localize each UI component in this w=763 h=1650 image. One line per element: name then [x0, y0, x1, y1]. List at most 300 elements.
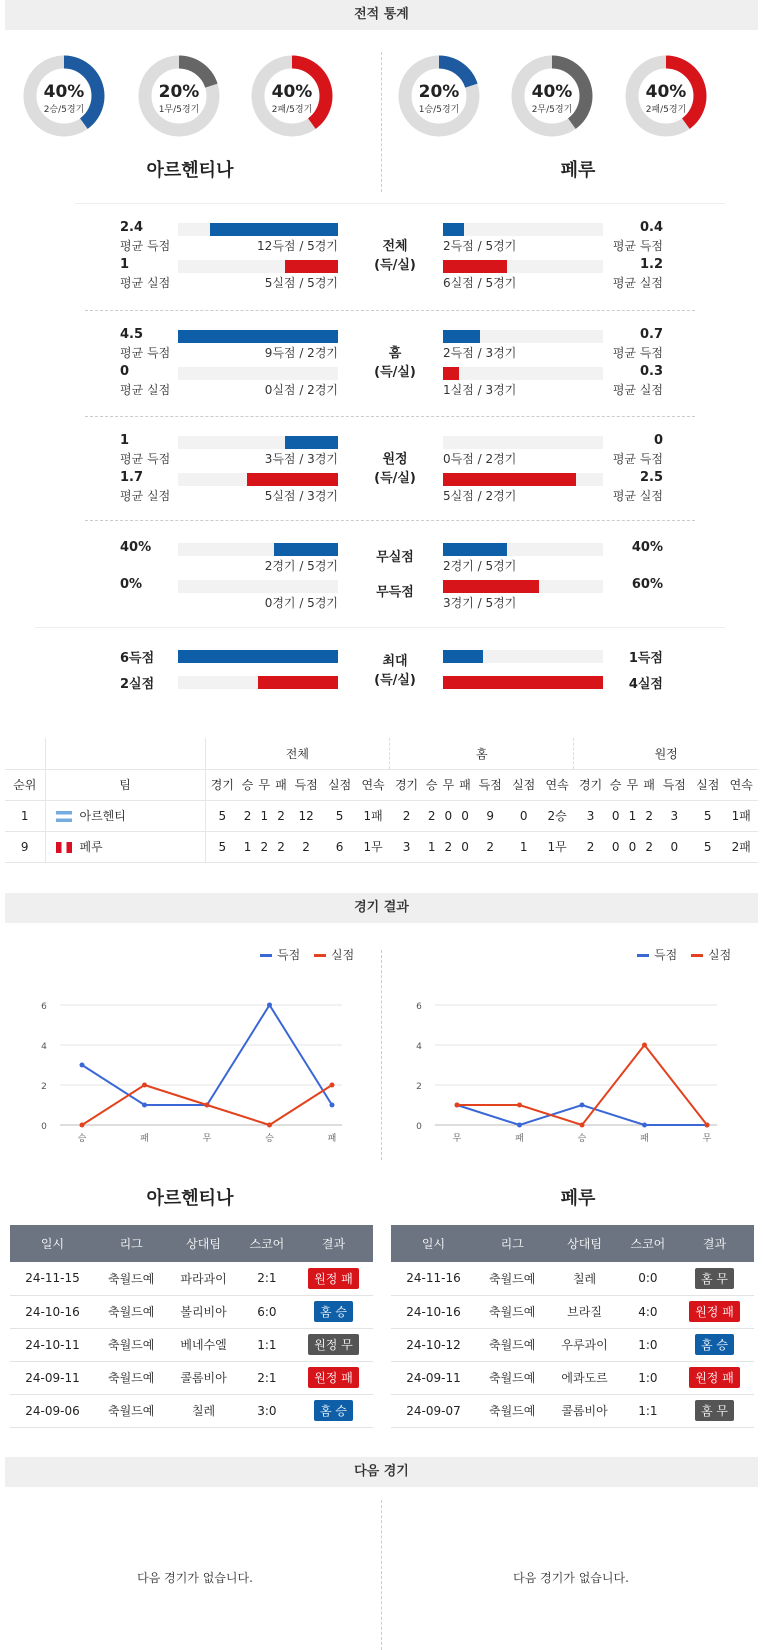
rank-cell: 1: [5, 800, 45, 831]
rank-cell: 2: [641, 831, 658, 862]
results-col-header: 상대팀: [548, 1225, 620, 1262]
donut-percent: 40%: [531, 82, 573, 102]
ratio-donut: [22, 54, 106, 138]
rank-team-cell: [45, 800, 205, 831]
stat-category: [355, 450, 435, 488]
result-cell: 3:0: [240, 1394, 294, 1427]
stat-count: 0득점 / 2경기: [443, 452, 517, 466]
stat-bar: [443, 367, 459, 380]
stat-bar: [274, 543, 338, 556]
result-badge: 홈 승: [314, 1400, 353, 1421]
results-head-row: [391, 1225, 754, 1262]
series-line-scored: [82, 1005, 332, 1105]
ratio-donut: [250, 54, 334, 138]
stat-bar: [285, 436, 338, 449]
x-tick-label: 패: [140, 1134, 149, 1144]
rank-cell: 5: [205, 800, 239, 831]
rank-col-header: 연속: [540, 769, 573, 800]
rank-cell: 5: [205, 831, 239, 862]
series-line-scored: [457, 1105, 707, 1125]
stat-value: 1: [120, 257, 130, 272]
y-tick-label: 2: [41, 1082, 47, 1092]
stat-bar: [178, 330, 338, 343]
rank-cell: 0: [607, 831, 624, 862]
team-name: 페루: [79, 840, 103, 854]
result-cell: 24-10-16: [10, 1295, 95, 1328]
rank-table: [5, 738, 758, 863]
rank-cell: 1패: [724, 800, 758, 831]
result-cell: 축월드예: [95, 1394, 167, 1427]
stat-label: 평균 득점: [612, 239, 663, 253]
result-badge-cell: [294, 1394, 373, 1427]
rank-cell: 2: [440, 831, 457, 862]
away-team-name: 페루: [560, 1188, 596, 1209]
stat-count: 1실점 / 3경기: [443, 383, 517, 397]
rank-cell: 0: [457, 831, 474, 862]
stat-label: 평균 실점: [612, 489, 663, 503]
stat-category-line: (득/실): [374, 365, 416, 380]
data-point: [80, 1063, 85, 1068]
rank-col-header: 연속: [724, 769, 758, 800]
ratio-donut: [137, 54, 221, 138]
result-cell: 24-10-16: [391, 1295, 476, 1328]
results-head-row: [10, 1225, 373, 1262]
stat-bar: [443, 223, 464, 236]
stat-label: 평균 실점: [612, 383, 663, 397]
result-badge: 원정 패: [308, 1367, 359, 1388]
stat-category-line: (득/실): [374, 471, 416, 486]
rank-cell: 1: [256, 800, 273, 831]
legend-scored-swatch: [260, 954, 272, 957]
stat-value: 60%: [631, 577, 663, 592]
next-header: 다음 경기: [5, 1457, 758, 1487]
divider: [85, 310, 695, 311]
donut-percent: 40%: [43, 82, 85, 102]
stat-label: 평균 실점: [120, 383, 171, 397]
result-cell: 24-10-11: [10, 1328, 95, 1361]
result-row[interactable]: [391, 1394, 754, 1427]
rank-cell: 0: [440, 800, 457, 831]
result-cell: 축월드예: [95, 1295, 167, 1328]
data-point: [455, 1103, 460, 1108]
stat-bar: [443, 580, 539, 593]
divider: [381, 950, 382, 1160]
rank-cell: 9: [473, 800, 506, 831]
stat-bar: [210, 223, 338, 236]
ratio-donut: [624, 54, 708, 138]
stat-value: 0: [120, 364, 130, 379]
stat-value: 1: [120, 433, 130, 448]
divider: [85, 416, 695, 417]
result-badge: 홈 무: [695, 1268, 734, 1289]
home-team-name: 아르헨티나: [146, 1188, 234, 1209]
rank-cell: 2: [473, 831, 506, 862]
result-cell: 축월드예: [476, 1262, 548, 1295]
divider: [381, 1500, 382, 1650]
rank-cell: 9: [5, 831, 45, 862]
legend-conceded-label: 실점: [331, 948, 355, 962]
result-cell: 우루과이: [548, 1328, 620, 1361]
data-point: [642, 1123, 647, 1128]
donut-percent: 40%: [271, 82, 313, 102]
result-row[interactable]: [391, 1328, 754, 1361]
rank-cell: 2패: [724, 831, 758, 862]
rank-cell: 2: [641, 800, 658, 831]
x-tick-label: 패: [515, 1134, 524, 1144]
rank-head-row: [5, 769, 758, 800]
stat-label: 평균 득점: [120, 452, 171, 466]
result-cell: 0:0: [621, 1262, 675, 1295]
stat-bar: [443, 260, 507, 273]
stat-count: 3경기 / 5경기: [443, 596, 517, 610]
y-tick-label: 4: [41, 1042, 47, 1052]
result-row[interactable]: [10, 1394, 373, 1427]
bar-track: [178, 367, 338, 380]
donut-sublabel: 2승/5경기: [43, 105, 85, 115]
result-badge-cell: [675, 1295, 754, 1328]
stat-bar: [443, 543, 507, 556]
rank-cell: 3: [390, 831, 423, 862]
result-badge: 홈 승: [695, 1334, 734, 1355]
stat-category-line: 전체: [382, 239, 408, 254]
home-team-name: 아르헨티나: [146, 160, 234, 181]
divider: [85, 520, 695, 521]
stat-bar: [285, 260, 338, 273]
rank-cell: 2: [256, 831, 273, 862]
result-cell: 베네수엘: [167, 1328, 239, 1361]
rank-group-header: 전체: [205, 738, 390, 769]
result-cell: 브라질: [548, 1295, 620, 1328]
home-results-table: [10, 1225, 373, 1428]
rank-group-header: 홈: [390, 738, 574, 769]
rank-col-header: 실점: [507, 769, 540, 800]
results-col-header: 스코어: [621, 1225, 675, 1262]
result-badge: 원정 패: [689, 1367, 740, 1388]
peru-flag-icon: [56, 842, 72, 853]
stat-value: 0%: [120, 577, 143, 592]
rank-blank: [5, 738, 45, 769]
stat-value: 1.7: [120, 470, 144, 485]
data-point: [142, 1083, 147, 1088]
stat-category-line: (득/실): [374, 673, 416, 688]
rank-cell: 0: [457, 800, 474, 831]
donut-sublabel: 1승/5경기: [418, 105, 460, 115]
legend-conceded-swatch: [691, 954, 703, 957]
stat-bar: [443, 650, 483, 663]
stat-bar: [443, 473, 576, 486]
stat-value: 2.5: [639, 470, 663, 485]
result-badge-cell: [675, 1262, 754, 1295]
rank-col-header: 순위: [5, 769, 45, 800]
away-next-message: 다음 경기가 없습니다.: [513, 1571, 629, 1585]
result-badge-cell: [675, 1328, 754, 1361]
stat-label: 평균 실점: [612, 276, 663, 290]
rank-col-header: 실점: [691, 769, 724, 800]
data-point: [517, 1123, 522, 1128]
stat-count: 9득점 / 2경기: [264, 346, 338, 360]
stat-value: 2실점: [120, 677, 155, 692]
result-cell: 24-09-07: [391, 1394, 476, 1427]
donut-percent: 20%: [158, 82, 200, 102]
stat-label: 평균 득점: [612, 452, 663, 466]
bar-track: [443, 436, 603, 449]
stat-value: 0: [653, 433, 663, 448]
stat-count: 3득점 / 3경기: [264, 452, 338, 466]
result-cell: 에콰도르: [548, 1361, 620, 1394]
data-point: [267, 1003, 272, 1008]
donut-sublabel: 2무/5경기: [531, 105, 573, 115]
stat-count: 2득점 / 5경기: [443, 239, 517, 253]
rank-cell: 5: [691, 800, 724, 831]
stat-value: 40%: [120, 540, 152, 555]
stat-category-line: 홈: [388, 346, 402, 361]
stat-label: 평균 득점: [120, 239, 171, 253]
rank-cell: 3: [574, 800, 607, 831]
rank-cell: 0: [624, 831, 641, 862]
result-cell: 1:0: [621, 1361, 675, 1394]
legend-home: [250, 946, 354, 963]
stat-category: 무실점: [376, 550, 414, 565]
bar-track: [443, 223, 603, 236]
team-name: 아르헨티: [79, 809, 126, 823]
legend-scored-swatch: [637, 954, 649, 957]
y-tick-label: 6: [416, 1002, 422, 1012]
result-badge: 원정 무: [308, 1334, 359, 1355]
record-header: 전적 통계: [5, 0, 758, 30]
y-tick-label: 4: [416, 1042, 422, 1052]
x-tick-label: 승: [265, 1134, 274, 1144]
stat-count: 2득점 / 3경기: [443, 346, 517, 360]
stat-value: 6득점: [120, 651, 155, 666]
rank-col-header: 승: [423, 769, 440, 800]
x-tick-label: 무: [702, 1134, 712, 1144]
rank-col-header: 득점: [289, 769, 322, 800]
stat-count: 6실점 / 5경기: [443, 276, 517, 290]
ratio-donut: [397, 54, 481, 138]
result-cell: 24-09-11: [10, 1361, 95, 1394]
legend-scored-label: 득점: [654, 948, 678, 962]
result-cell: 칠레: [548, 1262, 620, 1295]
result-cell: 축월드예: [476, 1394, 548, 1427]
stat-count: 5실점 / 5경기: [264, 276, 338, 290]
result-cell: 축월드예: [95, 1361, 167, 1394]
result-cell: 4:0: [621, 1295, 675, 1328]
donut-sublabel: 2패/5경기: [645, 105, 687, 115]
stat-bar: [443, 676, 603, 689]
x-tick-label: 승: [77, 1134, 87, 1144]
bar-track: [178, 580, 338, 593]
legend-conceded-label: 실점: [708, 948, 732, 962]
result-badge-cell: [675, 1361, 754, 1394]
rank-col-header: 경기: [390, 769, 423, 800]
rank-cell: 6: [323, 831, 356, 862]
result-row[interactable]: [391, 1262, 754, 1295]
stat-count: 0경기 / 5경기: [264, 596, 338, 610]
result-cell: 파라과이: [167, 1262, 239, 1295]
ratio-donut: [510, 54, 594, 138]
result-badge: 원정 패: [308, 1268, 359, 1289]
stat-category-line: 최대: [382, 654, 408, 669]
stat-label: 평균 득점: [612, 346, 663, 360]
stat-category: [355, 652, 435, 690]
result-cell: 24-10-12: [391, 1328, 476, 1361]
rank-cell: 5: [323, 800, 356, 831]
result-cell: 볼리비아: [167, 1295, 239, 1328]
rank-col-header: 연속: [356, 769, 389, 800]
x-tick-label: 승: [577, 1134, 587, 1144]
result-cell: 24-11-15: [10, 1262, 95, 1295]
result-row[interactable]: [391, 1361, 754, 1394]
bar-track: [443, 367, 603, 380]
data-point: [330, 1103, 335, 1108]
result-row[interactable]: [10, 1262, 373, 1295]
results-col-header: 리그: [476, 1225, 548, 1262]
legend-scored-label: 득점: [277, 948, 301, 962]
stat-value: 40%: [631, 540, 663, 555]
stat-bar: [247, 473, 338, 486]
stat-value: 4.5: [120, 327, 144, 342]
data-point: [267, 1123, 272, 1128]
rank-cell: 5: [691, 831, 724, 862]
rank-col-header: 승: [239, 769, 256, 800]
stat-value: 0.4: [639, 220, 663, 235]
rank-cell: 1무: [356, 831, 389, 862]
rank-col-header: 득점: [658, 769, 691, 800]
stat-value: 2.4: [120, 220, 144, 235]
home-next-message: 다음 경기가 없습니다.: [137, 1571, 253, 1585]
donut-percent: 40%: [645, 82, 687, 102]
divider: [35, 627, 725, 628]
results-col-header: 결과: [294, 1225, 373, 1262]
home-results-chart: [30, 1000, 370, 1165]
result-row[interactable]: [10, 1295, 373, 1328]
y-tick-label: 0: [41, 1122, 47, 1132]
result-cell: 칠레: [167, 1394, 239, 1427]
rank-cell: 0: [507, 800, 540, 831]
result-cell: 축월드예: [476, 1361, 548, 1394]
result-badge: 홈 무: [695, 1400, 734, 1421]
stat-count: 0실점 / 2경기: [264, 383, 338, 397]
data-point: [580, 1103, 585, 1108]
rank-cell: 1패: [356, 800, 389, 831]
stat-label: 평균 실점: [120, 276, 171, 290]
result-row[interactable]: [10, 1328, 373, 1361]
result-cell: 축월드예: [95, 1262, 167, 1295]
result-badge-cell: [294, 1295, 373, 1328]
result-row[interactable]: [391, 1295, 754, 1328]
donut-sublabel: 2패/5경기: [271, 105, 313, 115]
rank-cell: 1무: [540, 831, 573, 862]
stat-category: 무득점: [376, 585, 414, 600]
rank-cell: 1: [624, 800, 641, 831]
result-cell: 1:1: [240, 1328, 294, 1361]
donut-percent: 20%: [418, 82, 460, 102]
results-col-header: 일시: [391, 1225, 476, 1262]
stat-bar: [443, 330, 480, 343]
rank-col-header: 무: [624, 769, 641, 800]
rank-cell: 12: [289, 800, 322, 831]
result-cell: 24-09-11: [391, 1361, 476, 1394]
rank-col-header: 득점: [473, 769, 506, 800]
data-point: [330, 1083, 335, 1088]
divider: [381, 52, 382, 192]
rank-col-header: 패: [273, 769, 290, 800]
stat-label: 평균 실점: [120, 489, 171, 503]
rank-group-header: 원정: [574, 738, 758, 769]
divider: [75, 203, 725, 204]
results-header: 경기 결과: [5, 893, 758, 923]
data-point: [142, 1103, 147, 1108]
stat-label: 평균 득점: [120, 346, 171, 360]
stat-category-line: (득/실): [374, 258, 416, 273]
rank-col-header: 패: [641, 769, 658, 800]
rank-cell: 2: [273, 800, 290, 831]
away-results-table: [391, 1225, 754, 1428]
away-team-name: 페루: [560, 160, 596, 181]
stat-value: 0.3: [639, 364, 663, 379]
data-point: [580, 1123, 585, 1128]
rank-cell: 2: [289, 831, 322, 862]
stat-count: 5실점 / 3경기: [264, 489, 338, 503]
results-col-header: 리그: [95, 1225, 167, 1262]
result-cell: 축월드예: [476, 1328, 548, 1361]
rank-blank: [45, 738, 205, 769]
stat-bar: [258, 676, 338, 689]
rank-cell: 1: [507, 831, 540, 862]
rank-row[interactable]: [5, 831, 758, 862]
rank-cell: 2: [423, 800, 440, 831]
y-tick-label: 0: [416, 1122, 422, 1132]
rank-cell: 0: [658, 831, 691, 862]
rank-cell: 2: [273, 831, 290, 862]
result-row[interactable]: [10, 1361, 373, 1394]
results-col-header: 일시: [10, 1225, 95, 1262]
rank-cell: 1: [423, 831, 440, 862]
rank-cell: 1: [239, 831, 256, 862]
data-point: [80, 1123, 85, 1128]
stat-value: 1.2: [639, 257, 663, 272]
rank-group-row: [5, 738, 758, 769]
rank-cell: 2: [390, 800, 423, 831]
result-cell: 2:1: [240, 1361, 294, 1394]
rank-col-header: 패: [457, 769, 474, 800]
rank-row[interactable]: [5, 800, 758, 831]
stat-category: [355, 344, 435, 382]
stat-value: 1득점: [628, 651, 663, 666]
result-cell: 2:1: [240, 1262, 294, 1295]
result-cell: 1:1: [621, 1394, 675, 1427]
x-tick-label: 패: [327, 1134, 337, 1144]
result-cell: 축월드예: [476, 1295, 548, 1328]
donut-sublabel: 1무/5경기: [158, 105, 200, 115]
stat-value: 0.7: [639, 327, 663, 342]
legend-away: [627, 946, 731, 963]
stat-count: 5실점 / 2경기: [443, 489, 517, 503]
result-badge: 홈 승: [314, 1301, 353, 1322]
away-results-chart: [405, 1000, 745, 1165]
results-col-header: 결과: [675, 1225, 754, 1262]
stat-count: 2경기 / 5경기: [443, 559, 517, 573]
stat-category: [355, 237, 435, 275]
legend-conceded-swatch: [314, 954, 326, 957]
result-badge-cell: [675, 1394, 754, 1427]
stat-value: 4실점: [628, 677, 663, 692]
rank-cell: 2: [574, 831, 607, 862]
argentina-flag-icon: [56, 811, 72, 822]
result-cell: 콜롬비아: [548, 1394, 620, 1427]
stat-bar: [178, 650, 338, 663]
data-point: [642, 1043, 647, 1048]
